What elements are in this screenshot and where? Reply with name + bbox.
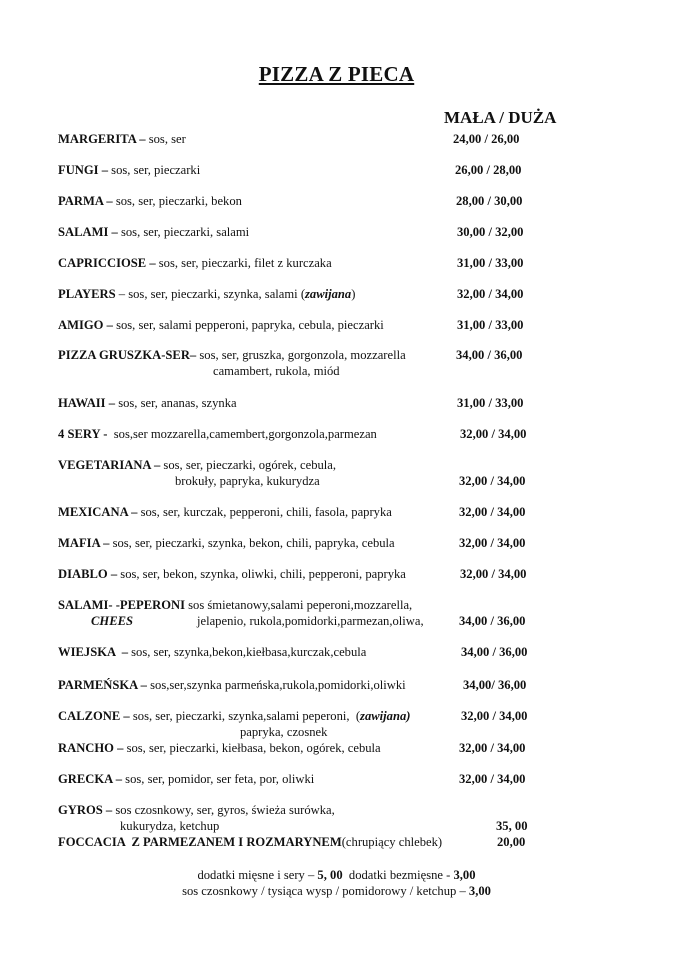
- item-desc: sos, ser, pieczarki, salami: [117, 225, 250, 239]
- menu-item: [58, 131, 186, 147]
- menu-item: [58, 566, 406, 582]
- item-desc-line2: papryka, czosnek: [240, 725, 328, 739]
- item-name: PLAYERS: [58, 287, 116, 301]
- item-price: 32,00 / 34,00: [459, 772, 526, 786]
- item-name: MEXICANA –: [58, 505, 138, 519]
- menu-item: [58, 193, 242, 209]
- item-desc: sos, ser, pieczarki, bekon: [112, 194, 242, 208]
- item-price: 20,00: [497, 835, 526, 849]
- menu-item: [58, 740, 381, 756]
- item-price: 32,00 / 34,00: [457, 287, 524, 301]
- item-price: 34,00 / 36,00: [461, 645, 528, 659]
- item-desc: sos, ser, bekon, szynka, oliwki, chili, pepperoni, papryka: [117, 567, 406, 581]
- item-desc: sos, ser, pomidor, ser feta, por, oliwki: [122, 772, 315, 786]
- menu-item: [58, 708, 410, 724]
- footer-price: 3,00: [468, 884, 491, 898]
- item-price: 34,00 / 36,00: [459, 614, 526, 628]
- menu-item: [58, 677, 406, 693]
- item-price: 31,00 / 33,00: [457, 256, 524, 270]
- item-desc: sos śmietanowy,salami peperoni,mozzarella,: [185, 598, 413, 612]
- menu-item: [58, 535, 395, 551]
- item-desc-line2: kukurydza, ketchup: [120, 819, 220, 833]
- item-price: 32,00 / 34,00: [460, 567, 527, 581]
- item-desc: sos, ser, gruszka, gorgonzola, mozzarella: [196, 348, 406, 362]
- menu-title: PIZZA Z PIECA: [258, 62, 415, 86]
- item-desc-line2: brokuły, papryka, kukurydza: [175, 474, 320, 488]
- menu-item: [58, 457, 336, 473]
- item-name: HAWAII –: [58, 396, 116, 410]
- menu-item: [58, 834, 442, 850]
- menu-item: [58, 802, 335, 818]
- item-desc: sos, ser, pieczarki, szynka,salami peperoni, (: [129, 709, 361, 723]
- menu-item: [58, 771, 314, 787]
- item-name: CALZONE –: [58, 709, 130, 723]
- item-desc: – sos, ser, pieczarki, szynka, salami (: [115, 287, 306, 301]
- menu-item: [58, 347, 406, 363]
- item-name: SALAMI- -PEPERONI: [58, 598, 185, 612]
- item-desc: sos, ser, pieczarki, filet z kurczaka: [155, 256, 332, 270]
- item-desc: sos, ser, pieczarki, ogórek, cebula,: [160, 458, 337, 472]
- menu-item: [58, 162, 200, 178]
- item-price: 31,00 / 33,00: [457, 396, 524, 410]
- item-desc: sos, ser, ananas, szynka: [115, 396, 237, 410]
- item-name: PIZZA GRUSZKA-SER–: [58, 348, 197, 362]
- item-price: 32,00 / 34,00: [459, 505, 526, 519]
- item-desc-end: ): [351, 287, 356, 301]
- item-name: MAFIA –: [58, 536, 110, 550]
- footer-price: 5, 00: [317, 868, 343, 882]
- menu-item: [58, 255, 332, 271]
- item-price: 26,00 / 28,00: [455, 163, 522, 177]
- item-desc: sos czosnkowy, ser, gyros, świeża surówka,: [112, 803, 335, 817]
- menu-item: [58, 504, 392, 520]
- item-price: 28,00 / 30,00: [456, 194, 523, 208]
- item-desc-emphasis: zawijana): [360, 709, 411, 723]
- item-price: 24,00 / 26,00: [453, 132, 520, 146]
- footer-text: dodatki mięsne i sery –: [197, 868, 318, 882]
- item-name: PARMA –: [58, 194, 113, 208]
- item-desc: sos,ser,szynka parmeńska,rukola,pomidorki,oliwki: [146, 678, 406, 692]
- item-price: 34,00/ 36,00: [463, 678, 527, 692]
- item-name: SALAMI –: [58, 225, 118, 239]
- item-price: 32,00 / 34,00: [459, 474, 526, 488]
- item-price: 32,00 / 34,00: [461, 709, 528, 723]
- item-desc: sos, ser: [145, 132, 186, 146]
- item-name: FOCCACIA Z PARMEZANEM I ROZMARYNEM: [58, 835, 342, 849]
- item-name: MARGERITA –: [58, 132, 146, 146]
- footer-sauces-line: [0, 883, 673, 899]
- item-price: 30,00 / 32,00: [457, 225, 524, 239]
- menu-item: [58, 224, 249, 240]
- item-name: CAPRICCIOSE –: [58, 256, 156, 270]
- footer-text: sos czosnkowy / tysiąca wysp / pomidorowy / ketchup –: [182, 884, 469, 898]
- item-desc: sos, ser, salami pepperoni, papryka, cebula, pieczarki: [112, 318, 384, 332]
- item-name: GYROS –: [58, 803, 113, 817]
- menu-item: [58, 317, 384, 333]
- item-name: VEGETARIANA –: [58, 458, 161, 472]
- sizes-header: MAŁA / DUŻA: [444, 108, 557, 127]
- item-price: 32,00 / 34,00: [459, 536, 526, 550]
- item-name: GRECKA –: [58, 772, 123, 786]
- item-name: DIABLO –: [58, 567, 118, 581]
- item-name: 4 SERY -: [58, 427, 108, 441]
- item-desc: sos, ser, kurczak, pepperoni, chili, fasola, papryka: [137, 505, 392, 519]
- item-desc: sos, ser, pieczarki: [108, 163, 201, 177]
- menu-item: [58, 395, 237, 411]
- item-name: AMIGO –: [58, 318, 113, 332]
- item-desc: sos, ser, pieczarki, szynka, bekon, chili, papryka, cebula: [109, 536, 395, 550]
- item-desc: (chrupiący chlebek): [341, 835, 443, 849]
- item-name-line2: [91, 613, 133, 629]
- item-desc: sos, ser, szynka,bekon,kiełbasa,kurczak,cebula: [128, 645, 367, 659]
- item-desc-emphasis: zawijana: [305, 287, 352, 301]
- footer-extras-line: [0, 867, 673, 883]
- item-price: 35, 00: [496, 819, 528, 833]
- item-desc: sos, ser, pieczarki, kiełbasa, bekon, ogórek, cebula: [123, 741, 381, 755]
- item-name: RANCHO –: [58, 741, 124, 755]
- footer-text: dodatki bezmięsne -: [342, 868, 454, 882]
- item-name: WIEJSKA –: [58, 645, 128, 659]
- menu-item: [58, 286, 355, 302]
- item-name: FUNGI –: [58, 163, 109, 177]
- item-price: 31,00 / 33,00: [457, 318, 524, 332]
- item-price: 34,00 / 36,00: [456, 348, 523, 362]
- item-desc: sos,ser mozzarella,camembert,gorgonzola,parmezan: [107, 427, 377, 441]
- item-price: 32,00 / 34,00: [460, 427, 527, 441]
- menu-item: [58, 426, 377, 442]
- item-desc-line2: camambert, rukola, miód: [213, 364, 340, 378]
- item-name: PARMEŃSKA –: [58, 678, 147, 692]
- item-price: 32,00 / 34,00: [459, 741, 526, 755]
- footer-price: 3,00: [453, 868, 476, 882]
- item-desc-line2: jelapenio, rukola,pomidorki,parmezan,oliwa,: [197, 614, 424, 628]
- menu-item: [58, 644, 366, 660]
- item-name-continuation: CHEES: [91, 614, 133, 628]
- menu-item: [58, 597, 412, 613]
